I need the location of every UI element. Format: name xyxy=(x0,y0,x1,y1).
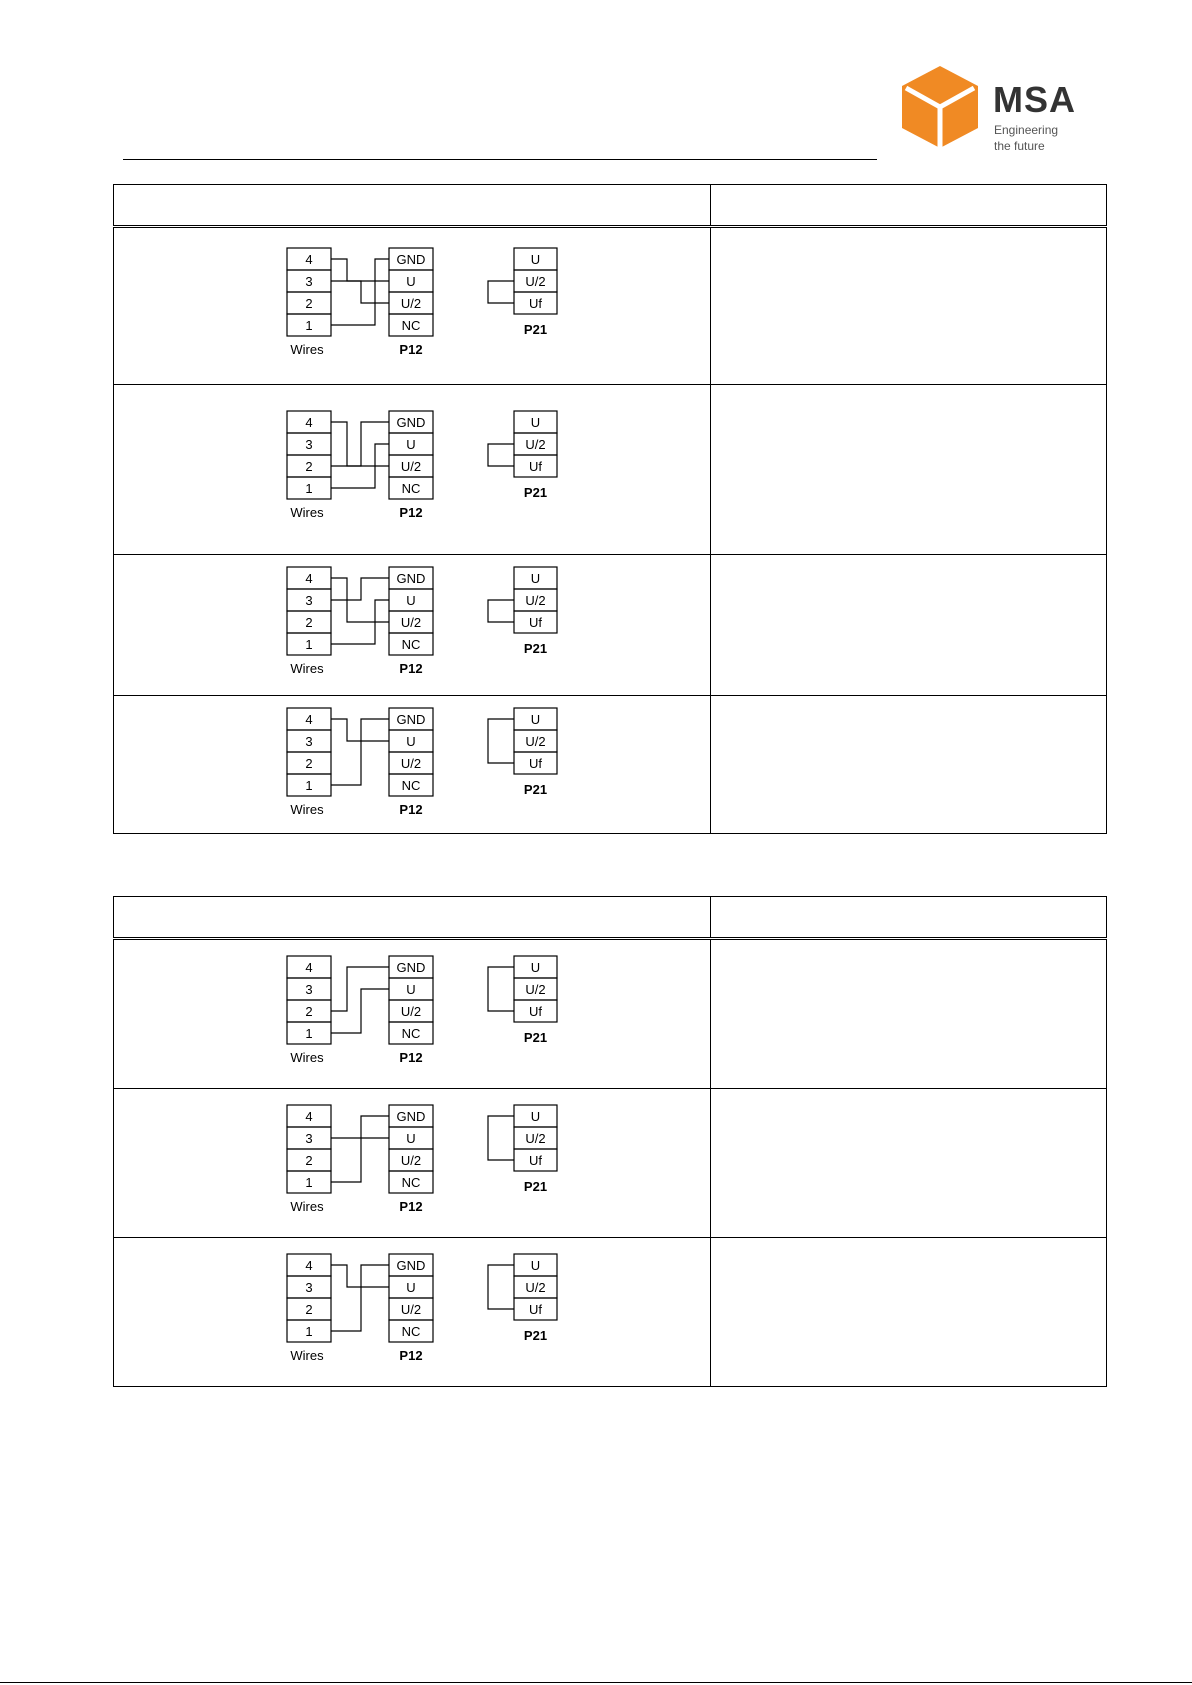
p12-caption: P12 xyxy=(399,1050,423,1065)
p21-pin-label: U xyxy=(530,1109,541,1124)
p12-pin-label: U xyxy=(406,1131,416,1146)
wire-number: 1 xyxy=(305,318,313,333)
wire-link xyxy=(331,281,389,303)
wires-caption: Wires xyxy=(290,802,324,817)
p12-pin-label: GND xyxy=(396,571,426,586)
header-rule xyxy=(123,159,877,160)
wiring-diagram-cell xyxy=(114,696,711,834)
p12-pin-label: NC xyxy=(401,1026,421,1041)
logo-tagline-1: Engineering xyxy=(994,123,1059,137)
wiring-diagram xyxy=(114,1238,711,1387)
wire-number: 4 xyxy=(305,415,313,430)
wire-number: 2 xyxy=(305,459,313,474)
p21-pin-label: U/2 xyxy=(525,593,546,608)
wiring-table-2 xyxy=(113,896,1107,1387)
p21-pin-label: U xyxy=(530,960,541,975)
wire-number: 2 xyxy=(305,1153,313,1168)
p12-caption: P12 xyxy=(399,1199,423,1214)
p12-pin-label: GND xyxy=(396,252,426,267)
p21-caption: P21 xyxy=(523,1030,548,1045)
p12-pin-label: GND xyxy=(396,1109,426,1124)
wire-number: 2 xyxy=(305,1004,313,1019)
p21-caption: P21 xyxy=(523,322,548,337)
table-1-header-diagram xyxy=(114,185,711,227)
p12-pin-label: U xyxy=(406,1280,416,1295)
wire-number: 4 xyxy=(305,1258,313,1273)
p12-pin-label: NC xyxy=(401,1175,421,1190)
p21-pin-label: U xyxy=(530,252,541,267)
wiring-diagram-cell xyxy=(114,227,711,385)
wires-caption: Wires xyxy=(290,1348,324,1363)
wire-number: 3 xyxy=(305,1280,313,1295)
wire-number: 4 xyxy=(305,712,313,727)
p21-jumper xyxy=(488,600,514,622)
logo-name: MSA xyxy=(993,79,1076,120)
note-cell xyxy=(711,696,1107,834)
wiring-diagram-cell xyxy=(114,1089,711,1238)
wire-link xyxy=(331,719,389,785)
p12-pin-label: NC xyxy=(401,318,421,333)
p21-jumper xyxy=(488,281,514,303)
p12-caption: P12 xyxy=(399,661,423,676)
p12-pin-label: U/2 xyxy=(400,459,422,474)
wire-link xyxy=(331,719,389,741)
p12-pin-label: U/2 xyxy=(400,1153,422,1168)
wires-caption: Wires xyxy=(290,661,324,676)
p12-pin-label: NC xyxy=(401,637,421,652)
note-cell xyxy=(711,385,1107,555)
logo-tagline-2: the future xyxy=(994,139,1045,153)
note-cell xyxy=(711,227,1107,385)
wire-number: 4 xyxy=(305,571,313,586)
p21-pin-label: Uf xyxy=(529,1153,542,1168)
p12-pin-label: U xyxy=(406,982,416,997)
note-cell xyxy=(711,939,1107,1089)
p21-pin-label: Uf xyxy=(529,756,542,771)
wire-number: 3 xyxy=(305,274,313,289)
p12-pin-label: U/2 xyxy=(400,296,422,311)
wiring-diagram xyxy=(114,555,711,696)
wire-number: 3 xyxy=(305,982,313,997)
p12-pin-label: U xyxy=(406,734,416,749)
wiring-table-1 xyxy=(113,184,1107,834)
wire-link xyxy=(331,259,389,281)
p12-pin-label: U/2 xyxy=(400,615,422,630)
p21-pin-label: U xyxy=(530,571,541,586)
wire-number: 3 xyxy=(305,437,313,452)
p12-pin-label: U/2 xyxy=(400,1302,422,1317)
table-2-header-diagram xyxy=(114,897,711,939)
wire-link xyxy=(331,259,389,325)
p12-caption: P12 xyxy=(399,342,423,357)
p12-pin-label: U/2 xyxy=(400,1004,422,1019)
p21-pin-label: U/2 xyxy=(525,734,546,749)
p21-pin-label: U/2 xyxy=(525,982,546,997)
wire-link xyxy=(331,1265,389,1331)
note-cell xyxy=(711,1238,1107,1387)
p21-pin-label: Uf xyxy=(529,459,542,474)
wire-number: 1 xyxy=(305,1026,313,1041)
p21-pin-label: U/2 xyxy=(525,274,546,289)
wiring-diagram xyxy=(114,940,711,1090)
note-cell xyxy=(711,1089,1107,1238)
p21-pin-label: Uf xyxy=(529,1302,542,1317)
wire-link xyxy=(331,1265,389,1287)
footer-rule xyxy=(0,1682,1192,1683)
p21-pin-label: Uf xyxy=(529,615,542,630)
p21-caption: P21 xyxy=(523,782,548,797)
p21-pin-label: U/2 xyxy=(525,1280,546,1295)
wires-caption: Wires xyxy=(290,1050,324,1065)
p12-caption: P12 xyxy=(399,1348,423,1363)
p21-jumper xyxy=(488,1116,514,1160)
wire-number: 3 xyxy=(305,593,313,608)
note-cell xyxy=(711,555,1107,696)
wire-number: 1 xyxy=(305,481,313,496)
p21-jumper xyxy=(488,1265,514,1309)
wire-number: 4 xyxy=(305,252,313,267)
p12-pin-label: NC xyxy=(401,481,421,496)
p21-pin-label: U xyxy=(530,1258,541,1273)
wire-number: 1 xyxy=(305,1175,313,1190)
wires-caption: Wires xyxy=(290,505,324,520)
p21-caption: P21 xyxy=(523,1328,548,1343)
wiring-diagram xyxy=(114,385,711,555)
p12-pin-label: U xyxy=(406,437,416,452)
p21-jumper xyxy=(488,967,514,1011)
wiring-diagram-cell xyxy=(114,385,711,555)
p21-pin-label: Uf xyxy=(529,296,542,311)
p12-pin-label: NC xyxy=(401,778,421,793)
p12-pin-label: NC xyxy=(401,1324,421,1339)
p21-pin-label: Uf xyxy=(529,1004,542,1019)
p12-pin-label: U xyxy=(406,274,416,289)
p12-pin-label: GND xyxy=(396,712,426,727)
table-1-header-note xyxy=(711,185,1107,227)
wire-link xyxy=(331,578,389,600)
wiring-diagram-cell xyxy=(114,1238,711,1387)
p21-pin-label: U/2 xyxy=(525,437,546,452)
wire-number: 3 xyxy=(305,734,313,749)
wiring-diagram xyxy=(114,696,711,834)
p21-jumper xyxy=(488,444,514,466)
wire-link xyxy=(331,1116,389,1182)
p21-pin-label: U/2 xyxy=(525,1131,546,1146)
wiring-diagram-cell xyxy=(114,939,711,1089)
p21-pin-label: U xyxy=(530,415,541,430)
wire-number: 2 xyxy=(305,615,313,630)
wires-caption: Wires xyxy=(290,342,324,357)
p21-jumper xyxy=(488,719,514,763)
wire-number: 2 xyxy=(305,756,313,771)
p12-pin-label: U xyxy=(406,593,416,608)
p12-caption: P12 xyxy=(399,505,423,520)
wire-number: 4 xyxy=(305,1109,313,1124)
wire-number: 2 xyxy=(305,296,313,311)
wires-caption: Wires xyxy=(290,1199,324,1214)
p21-caption: P21 xyxy=(523,485,548,500)
p12-pin-label: GND xyxy=(396,960,426,975)
p21-pin-label: U xyxy=(530,712,541,727)
p12-caption: P12 xyxy=(399,802,423,817)
wire-number: 3 xyxy=(305,1131,313,1146)
table-2-header-note xyxy=(711,897,1107,939)
wiring-diagram-cell xyxy=(114,555,711,696)
wire-number: 1 xyxy=(305,637,313,652)
p12-pin-label: GND xyxy=(396,415,426,430)
wire-number: 1 xyxy=(305,1324,313,1339)
p12-pin-label: U/2 xyxy=(400,756,422,771)
wiring-diagram xyxy=(114,228,711,386)
wire-number: 1 xyxy=(305,778,313,793)
p21-caption: P21 xyxy=(523,641,548,656)
wire-number: 2 xyxy=(305,1302,313,1317)
p21-caption: P21 xyxy=(523,1179,548,1194)
wiring-diagram xyxy=(114,1089,711,1238)
wire-number: 4 xyxy=(305,960,313,975)
p12-pin-label: GND xyxy=(396,1258,426,1273)
